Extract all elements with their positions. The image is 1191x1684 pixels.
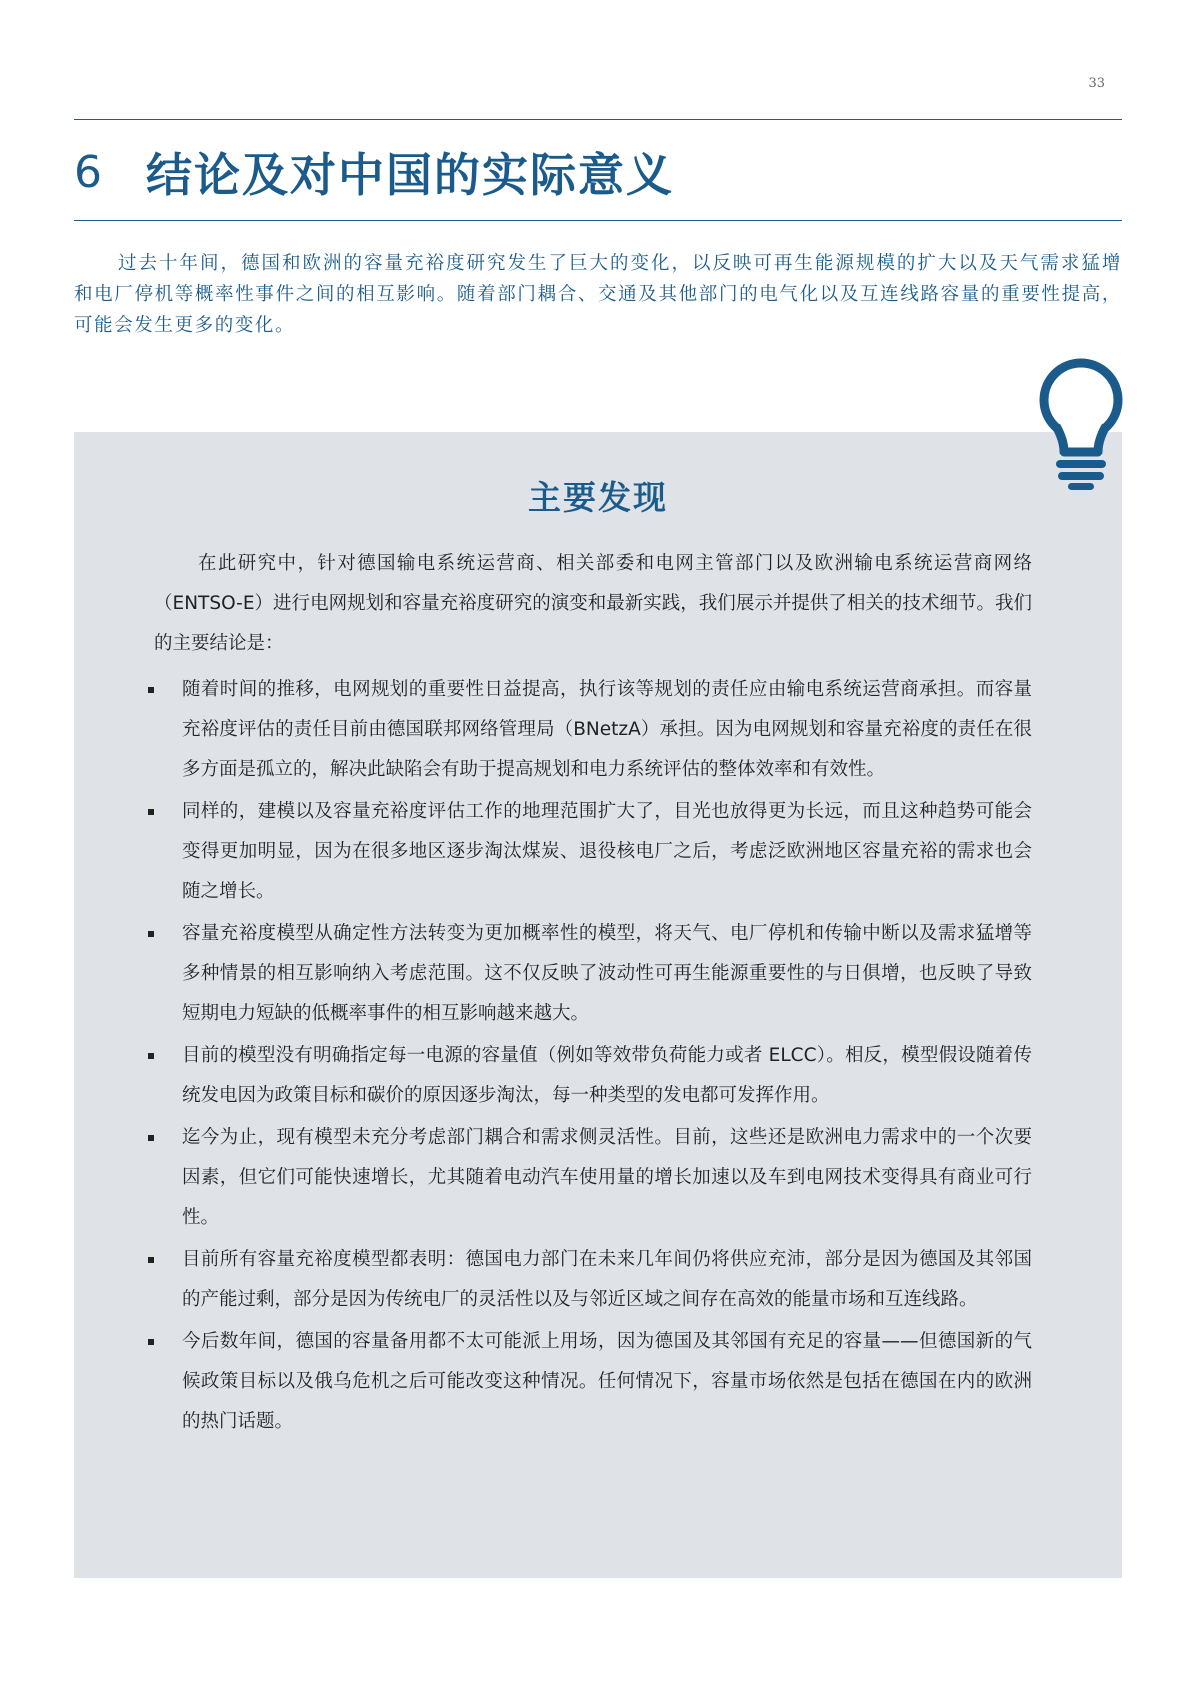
finding-text: 迄今为止，现有模型未充分考虑部门耦合和需求侧灵活性。目前，这些还是欧洲电力需求中的一个次要因素，但它们可能快速增长，尤其随着电动汽车使用量的增长加速以及车到电网技术变得具有商业可行性。: [182, 1127, 1032, 1228]
square-bullet-icon: [148, 1135, 154, 1141]
finding-item: [146, 1036, 1032, 1116]
lightbulb-icon: [1034, 356, 1128, 490]
finding-item: [146, 1322, 1032, 1442]
square-bullet-icon: [148, 809, 154, 815]
finding-text: 目前的模型没有明确指定每一电源的容量值（例如等效带负荷能力或者 ELCC）。相反，模型假设随着传统发电因为政策目标和碳价的原因逐步淘汰，每一种类型的发电都可发挥作用。: [182, 1045, 1032, 1106]
finding-text: 随着时间的推移，电网规划的重要性日益提高，执行该等规划的责任应由输电系统运营商承担。而容量充裕度评估的责任目前由德国联邦网络管理局（BNetzA）承担。因为电网规划和容量充裕度的责任在很多方面是孤立的，解决此缺陷会有助于提高规划和电力系统评估的整体效率和有效性。: [182, 679, 1032, 780]
square-bullet-icon: [148, 1339, 154, 1345]
finding-text: 今后数年间，德国的容量备用都不太可能派上用场，因为德国及其邻国有充足的容量——但德国新的气候政策目标以及俄乌危机之后可能改变这种情况。任何情况下，容量市场依然是包括在德国在内的欧洲的热门话题。: [182, 1331, 1032, 1432]
bottom-rule: [74, 220, 1122, 221]
finding-text: 同样的，建模以及容量充裕度评估工作的地理范围扩大了，目光也放得更为长远，而且这种趋势可能会变得更加明显，因为在很多地区逐步淘汰煤炭、退役核电厂之后，考虑泛欧洲地区容量充裕的需求也会随之增长。: [182, 801, 1032, 902]
top-rule: [74, 119, 1122, 120]
finding-text: 容量充裕度模型从确定性方法转变为更加概率性的模型，将天气、电厂停机和传输中断以及需求猛增等多种情景的相互影响纳入考虑范围。这不仅反映了波动性可再生能源重要性的与日俱增，也反映了导致短期电力短缺的低概率事件的相互影响越来越大。: [182, 923, 1032, 1024]
finding-item: [146, 670, 1032, 790]
finding-item: [146, 1118, 1032, 1238]
square-bullet-icon: [148, 1257, 154, 1263]
finding-text: 目前所有容量充裕度模型都表明：德国电力部门在未来几年间仍将供应充沛，部分是因为德国及其邻国的产能过剩，部分是因为传统电厂的灵活性以及与邻近区域之间存在高效的能量市场和互连线路。: [182, 1249, 1032, 1310]
intro-paragraph: 过去十年间，德国和欧洲的容量充裕度研究发生了巨大的变化，以反映可再生能源规模的扩大以及天气需求猛增和电厂停机等概率性事件之间的相互影响。随着部门耦合、交通及其他部门的电气化以及互连线路容量的重要性提高，可能会发生更多的变化。: [74, 253, 1122, 336]
square-bullet-icon: [148, 931, 154, 937]
page-number: 33: [1088, 76, 1105, 91]
findings-title: 主要发现: [528, 478, 668, 517]
square-bullet-icon: [148, 687, 154, 693]
square-bullet-icon: [148, 1053, 154, 1059]
finding-item: [146, 1240, 1032, 1320]
findings-intro: 在此研究中，针对德国输电系统运营商、相关部委和电网主管部门以及欧洲输电系统运营商网络（ENTSO-E）进行电网规划和容量充裕度研究的演变和最新实践，我们展示并提供了相关的技术细节。我们的主要结论是：: [154, 553, 1032, 654]
chapter-heading: [74, 138, 674, 206]
findings-list: [146, 670, 1032, 1444]
chapter-number: 6: [74, 146, 102, 198]
chapter-title: 结论及对中国的实际意义: [146, 148, 674, 202]
finding-item: [146, 914, 1032, 1034]
finding-item: [146, 792, 1032, 912]
